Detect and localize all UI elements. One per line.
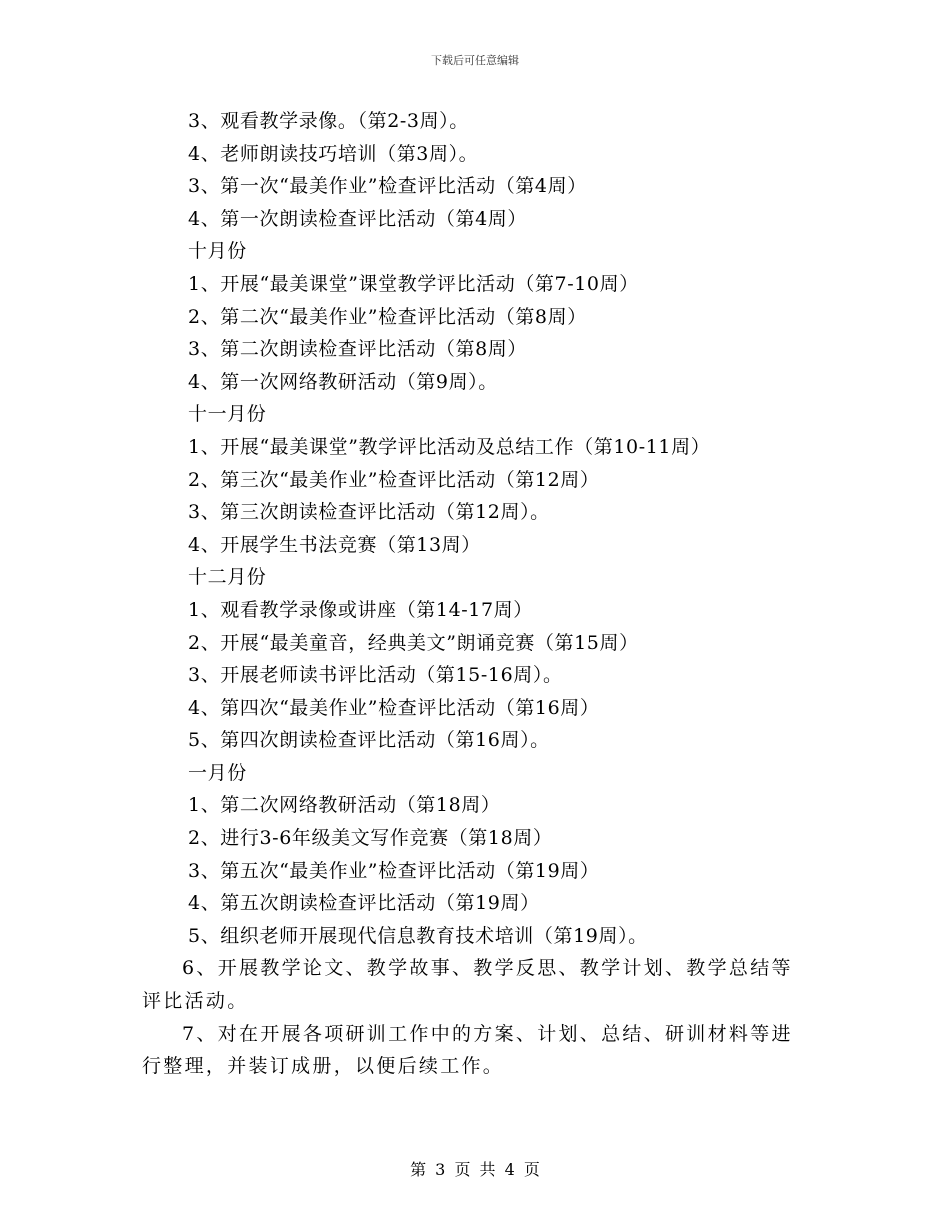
list-item: 4、开展学生书法竞赛（第13周） bbox=[188, 533, 481, 556]
list-item: 3、第三次朗读检查评比活动（第12周）。 bbox=[188, 501, 550, 524]
list-item: 2、第二次“最美作业”检查评比活动（第8周） bbox=[188, 305, 587, 328]
list-item: 2、开展“最美童音，经典美文”朗诵竞赛（第15周） bbox=[188, 631, 639, 654]
list-item: 1、开展“最美课堂”教学评比活动及总结工作（第10-11周） bbox=[188, 435, 711, 458]
page-header: 下载后可任意编辑 bbox=[431, 54, 519, 67]
list-item: 4、老师朗读技巧培训（第3周）。 bbox=[188, 142, 479, 165]
section-heading-december: 十二月份 bbox=[188, 566, 267, 589]
section-heading-october: 十月份 bbox=[188, 240, 247, 263]
list-item: 4、第四次“最美作业”检查评比活动（第16周） bbox=[188, 696, 600, 719]
document-body bbox=[142, 105, 822, 1083]
list-item: 4、第一次朗读检查评比活动（第4周） bbox=[188, 207, 527, 230]
list-item: 3、第五次“最美作业”检查评比活动（第19周） bbox=[188, 859, 600, 882]
list-item: 1、第二次网络教研活动（第18周） bbox=[188, 794, 501, 817]
paragraph: 7、对在开展各项研训工作中的方案、计划、总结、研训材料等进行整理，并装订成册，以便后续工作。 bbox=[142, 1022, 793, 1078]
list-item: 3、观看教学录像。（第2-3周）。 bbox=[188, 110, 469, 132]
list-item: 3、第一次“最美作业”检查评比活动（第4周） bbox=[188, 175, 587, 198]
list-item: 2、第三次“最美作业”检查评比活动（第12周） bbox=[188, 468, 600, 491]
list-item: 3、第二次朗读检查评比活动（第8周） bbox=[188, 338, 527, 361]
section-heading-january: 一月份 bbox=[188, 761, 247, 784]
list-item: 4、第五次朗读检查评比活动（第19周） bbox=[188, 892, 540, 915]
list-item: 2、进行3-6年级美文写作竞赛（第18周） bbox=[188, 827, 553, 850]
section-heading-november: 十一月份 bbox=[188, 403, 267, 426]
list-item: 1、观看教学录像或讲座（第14-17周） bbox=[188, 598, 533, 621]
list-item: 5、组织老师开展现代信息教育技术培训（第19周）。 bbox=[188, 924, 648, 947]
paragraph: 6、开展教学论文、教学故事、教学反思、教学计划、教学总结等评比活动。 bbox=[142, 957, 793, 1013]
page-footer: 第 3 页 共 4 页 bbox=[410, 1160, 540, 1179]
list-item: 3、开展老师读书评比活动（第15-16周）。 bbox=[188, 664, 563, 687]
list-item: 5、第四次朗读检查评比活动（第16周）。 bbox=[188, 729, 550, 752]
list-item: 1、开展“最美课堂”课堂教学评比活动（第7-10周） bbox=[188, 272, 639, 295]
list-item: 4、第一次网络教研活动（第9周）。 bbox=[188, 370, 498, 393]
